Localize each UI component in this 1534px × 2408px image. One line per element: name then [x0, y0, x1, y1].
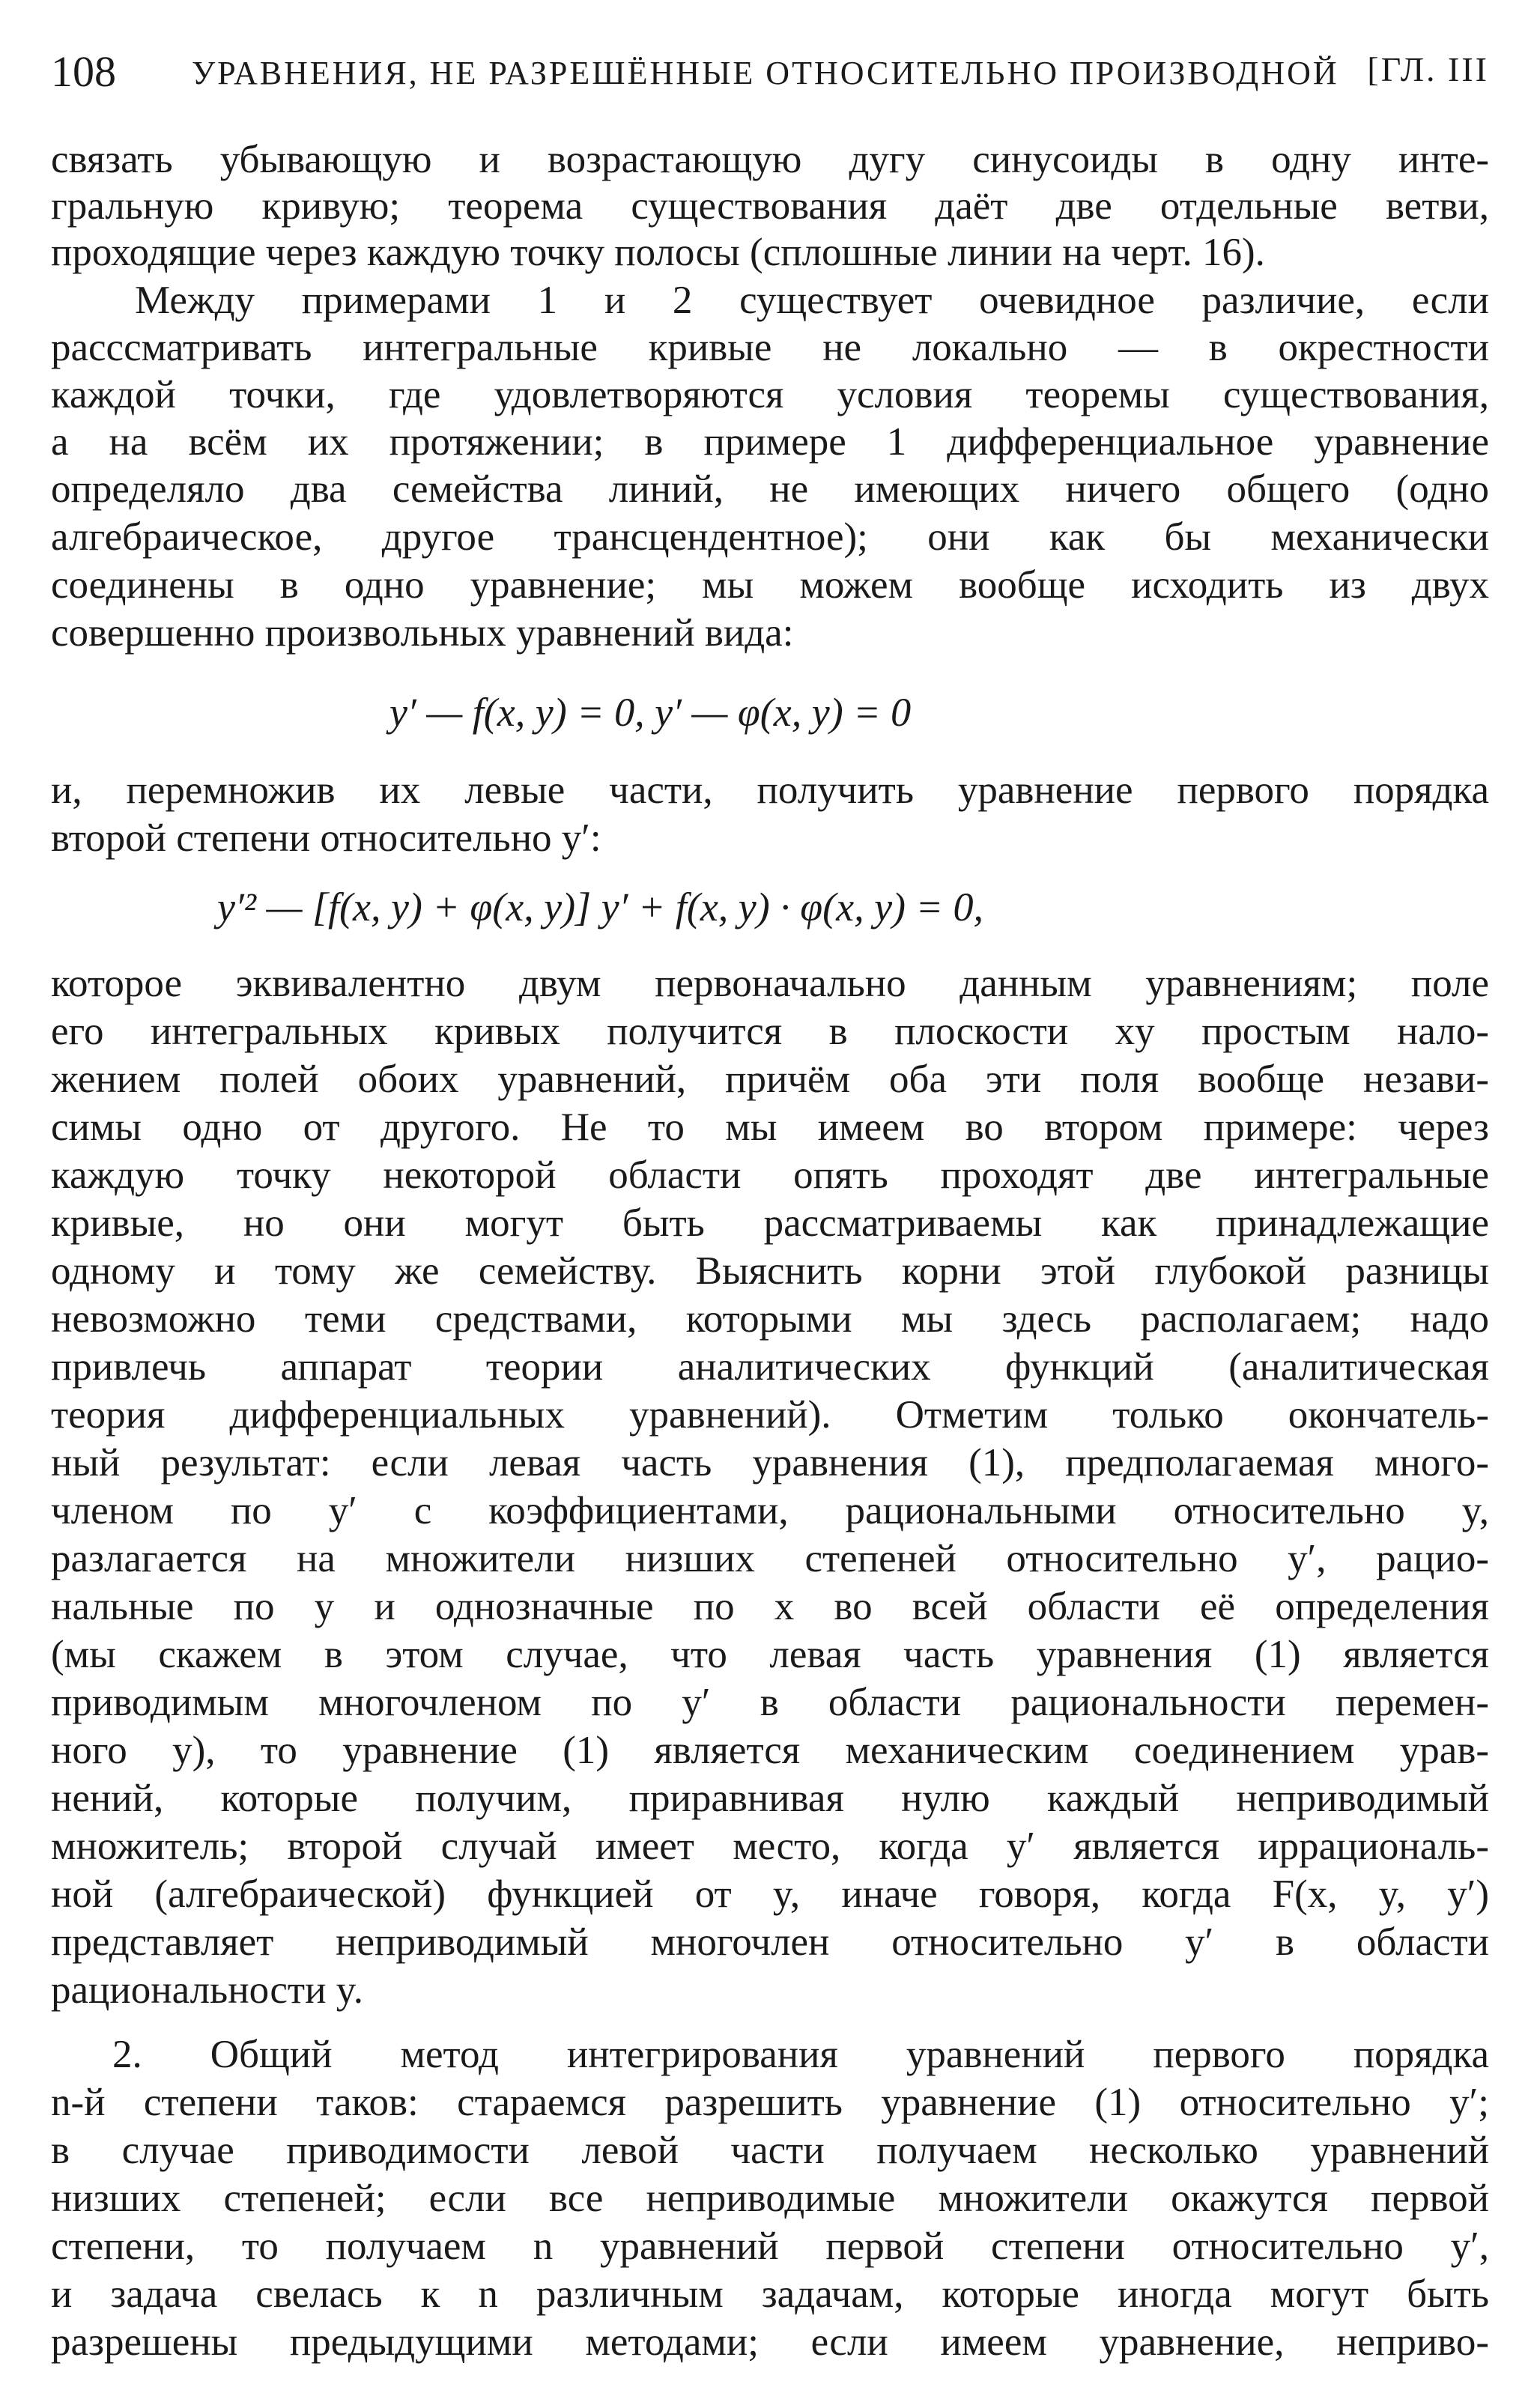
- text-line: представляет неприводимый многочлен относительно y′ в области: [51, 1920, 1489, 1964]
- formula-two-equations: y′ — f(x, y) = 0, y′ — φ(x, y) = 0: [389, 690, 912, 735]
- text-line: теория дифференциальных уравнений). Отметим только окончатель-: [51, 1393, 1489, 1437]
- text-line: невозможно теми средствами, которыми мы здесь располагаем; надо: [51, 1297, 1489, 1341]
- text-line: определяло два семейства линий, не имеющих ничего общего (одно: [51, 467, 1489, 511]
- text-line: нений, которые получим, приравнивая нулю каждый неприводимый: [51, 1777, 1489, 1820]
- text-line: рациональности y.: [51, 1968, 364, 2012]
- chapter-label: [ГЛ. III: [1367, 50, 1489, 88]
- text-line: жением полей обоих уравнений, причём оба эти поля вообще незави-: [51, 1058, 1489, 1101]
- text-line: его интегральных кривых получится в плоскости xy простым нало-: [51, 1010, 1489, 1053]
- text-line: соединены в одно уравнение; мы можем вообще исходить из двух: [51, 563, 1489, 607]
- text-line: 2. Общий метод интегрирования уравнений первого порядка: [112, 2033, 1489, 2076]
- text-line: каждую точку некоторой области опять проходят две интегральные: [51, 1153, 1489, 1197]
- text-line: разлагается на множители низших степеней относительно y′, рацио-: [51, 1537, 1489, 1580]
- text-line: а на всём их протяжении; в примере 1 дифференциальное уравнение: [51, 420, 1489, 464]
- text-line: симы одно от другого. Не то мы имеем во втором примере: через: [51, 1106, 1489, 1149]
- text-line: низших степеней; если все неприводимые множители окажутся первой: [51, 2177, 1489, 2220]
- text-line: ный результат: если левая часть уравнения (1), предполагаемая много-: [51, 1441, 1489, 1484]
- text-line: Между примерами 1 и 2 существует очевидное различие, если: [135, 279, 1489, 322]
- running-title: УРАВНЕНИЯ, НЕ РАЗРЕШЁННЫЕ ОТНОСИТЕЛЬНО ПРОИЗВОДНОЙ: [192, 55, 1339, 91]
- text-line: совершенно произвольных уравнений вида:: [51, 611, 794, 655]
- page-number: 108: [51, 47, 116, 96]
- text-line: привлечь аппарат теории аналитических функций (аналитическая: [51, 1345, 1489, 1389]
- text-line: множитель; второй случай имеет место, когда y′ является иррациональ-: [51, 1825, 1489, 1868]
- text-line: алгебраическое, другое трансцендентное); они как бы механически: [51, 515, 1489, 559]
- text-line: связать убывающую и возрастающую дугу синусоиды в одну инте-: [51, 138, 1489, 181]
- text-line: одному и тому же семейству. Выяснить корни этой глубокой разницы: [51, 1249, 1489, 1293]
- text-line: ного y), то уравнение (1) является механическим соединением урав-: [51, 1729, 1489, 1772]
- text-line: которое эквивалентно двум первоначально данным уравнениям; поле: [51, 962, 1489, 1005]
- text-line: членом по y′ с коэффициентами, рациональными относительно y,: [51, 1489, 1489, 1532]
- text-line: ной (алгебраической) функцией от y, иначе говоря, когда F(x, y, y′): [51, 1872, 1489, 1916]
- text-line: второй степени относительно y′:: [51, 816, 601, 860]
- text-line: приводимым многочленом по y′ в области рациональности перемен-: [51, 1681, 1489, 1724]
- text-line: каждой точки, где удовлетворяются условия теоремы существования,: [51, 373, 1489, 416]
- formula-product-equation: y′² — [f(x, y) + φ(x, y)] y′ + f(x, y) · φ(x, y) = 0,: [217, 885, 983, 929]
- text-line: n-й степени таков: стараемся разрешить уравнение (1) относительно y′;: [51, 2081, 1489, 2124]
- text-line: нальные по y и однозначные по x во всей области её определения: [51, 1585, 1489, 1628]
- text-line: проходящие через каждую точку полосы (сплошные линии на черт. 16).: [51, 231, 1265, 274]
- text-line: расссматривать интегральные кривые не локально — в окрестности: [51, 326, 1489, 369]
- text-line: гральную кривую; теорема существования даёт две отдельные ветви,: [51, 184, 1489, 228]
- text-line: (мы скажем в этом случае, что левая часть уравнения (1) является: [51, 1633, 1489, 1676]
- text-line: в случае приводимости левой части получаем несколько уравнений: [51, 2129, 1489, 2172]
- text-line: степени, то получаем n уравнений первой степени относительно y′,: [51, 2224, 1489, 2268]
- running-header: [51, 46, 1489, 99]
- text-line: и, перемножив их левые части, получить уравнение первого порядка: [51, 768, 1489, 812]
- text-line: разрешены предыдущими методами; если имеем уравнение, неприво-: [51, 2320, 1489, 2364]
- text-line: кривые, но они могут быть рассматриваемы как принадлежащие: [51, 1201, 1489, 1245]
- text-line: и задача свелась к n различным задачам, которые иногда могут быть: [51, 2272, 1489, 2316]
